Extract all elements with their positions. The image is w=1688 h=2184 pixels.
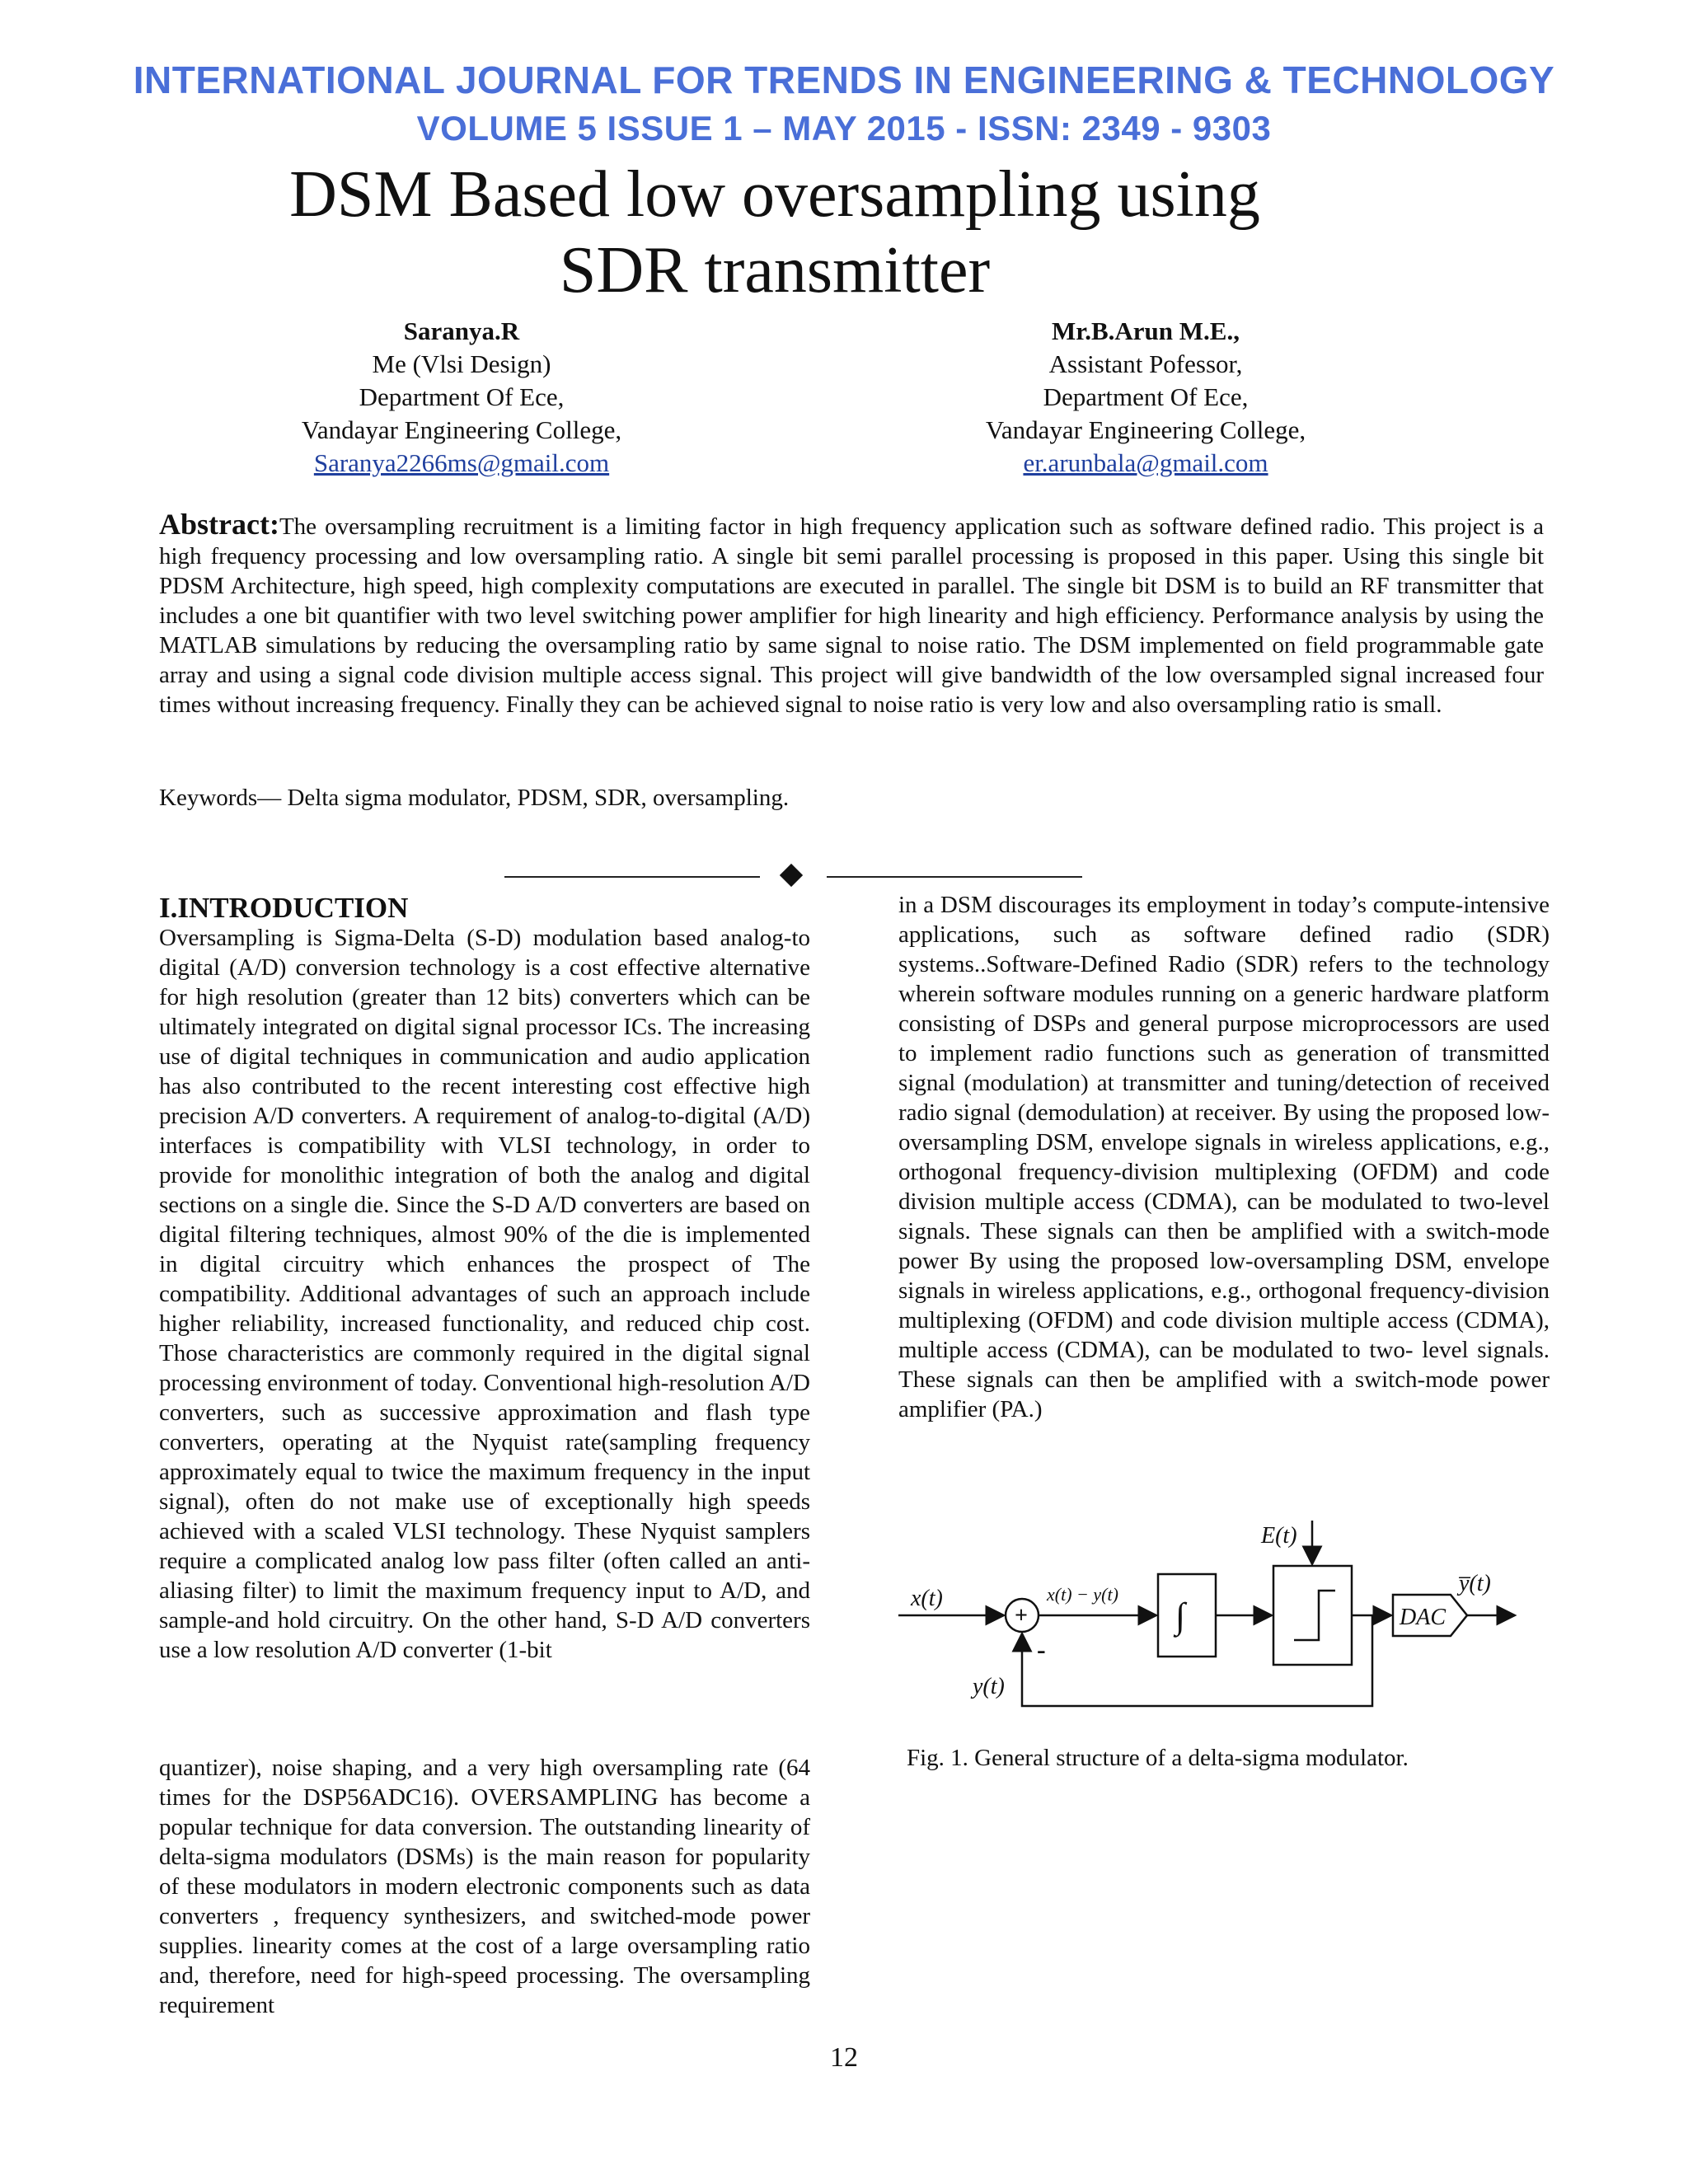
input-label: x(t) (911, 1586, 943, 1611)
intro-left-column-top: Oversampling is Sigma-Delta (S-D) modulation based analog-to digital (A/D) conversion technology is a cost effective alternative for high resolution (greater than 12 bits) converters which can be ultimately integrated on digital signal processor ICs. The increasing use of digital techniques in communication and audio application has also contributed to the recent interesting cost effective high precision A/D converters. A requirement of analog-to-digital (A/D) interfaces is compatibility with VLSI technology, in order to provide for monolithic integration of both the analog and digital sections on a single die. Since the S-D A/D converters are based on digital filtering techniques, almost 90% of the die is implemented in digital circuitry which enhances the prospect of The compatibility. Additional advantages of such an approach include higher reliability, increased functionality, and reduced chip cost. Those characteristics are commonly required in the digital signal processing environment of today. Conventional high-resolution A/D converters, such as successive approximation and flash type converters, operating at the Nyquist rate(sampling frequency approximately equal to twice the maximum frequency in the input signal), often do not make use of exceptionally high speeds achieved with a scaled VLSI technology. These Nyquist samplers require a complicated analog low pass filter (often called an anti-aliasing filter) to limit the maximum frequency input to A/D, and sample-and hold circuitry. On the other hand, S-D A/D converters use a low resolution A/D converter (1-bit (159, 925, 810, 1663)
author-email-link[interactable]: Saranya2266ms@gmail.com (313, 448, 610, 477)
section-divider-right (827, 876, 1082, 878)
author-department: Department Of Ece, (359, 382, 565, 411)
author-college: Vandayar Engineering College, (985, 415, 1306, 444)
author-department: Department Of Ece, (1043, 382, 1249, 411)
delta-sigma-diagram (882, 1508, 1525, 1731)
integrator-block (1158, 1574, 1216, 1657)
section-heading: I.INTRODUCTION (159, 892, 409, 924)
minus-label: - (1037, 1634, 1046, 1664)
author-block-2 (956, 315, 1335, 480)
journal-volume: VOLUME 5 ISSUE 1 – MAY 2015 - ISSN: 2349 - 9303 (416, 109, 1272, 148)
plus-label: + (1015, 1603, 1028, 1629)
difference-label: x(t) − y(t) (1047, 1584, 1118, 1605)
author-college: Vandayar Engineering College, (301, 415, 622, 444)
quantizer-block (1273, 1566, 1352, 1665)
integrator-symbol: ∫ (1175, 1596, 1186, 1636)
feedback-label: y(t) (973, 1674, 1005, 1699)
abstract-label: Abstract: (159, 508, 279, 541)
journal-name: INTERNATIONAL JOURNAL FOR TRENDS IN ENGINEERING & TECHNOLOGY (133, 59, 1555, 101)
quantizer-step-icon (1294, 1591, 1335, 1640)
paper-title (272, 157, 1278, 308)
author-name: Mr.B.Arun M.E., (1052, 316, 1240, 345)
keywords: Keywords— Delta sigma modulator, PDSM, SDR, oversampling. (159, 785, 790, 811)
abstract-text: The oversampling recruitment is a limiting factor in high frequency application such as software defined radio. This project is a high frequency processing and low oversampling ratio. A single bit semi parallel processing is proposed in this paper. Using this single bit PDSM Architecture, high speed, high complexity computations are executed in parallel. The single bit DSM is to build an RF transmitter that includes a one bit quantifier with two level switching power amplifier for high linearity and high efficiency. Performance analysis by using the MATLAB simulations by reducing the oversampling ratio by same signal to noise ratio. The DSM implemented on field programmable gate array and using a signal code division multiple access signal. This project will give bandwidth of the low oversampled signal increased four times without increasing frequency. Finally they can be achieved signal to noise ratio is very low and also oversampling ratio is small. (159, 513, 1544, 718)
intro-right-column: in a DSM discourages its employment in today’s compute-intensive applications, such as software defined radio (SDR) systems..Software-Defined Radio (SDR) refers to the technology wherein software modules running on a generic hardware platform consisting of DSPs and general purpose microprocessors are used to implement radio functions such as generation of transmitted signal (modulation) at transmitter and tuning/detection of received radio signal (demodulation) at receiver. By using the proposed low-oversampling DSM, envelope signals in wireless applications, e.g., orthogonal frequency-division multiplexing (OFDM) and code division multiple access (CDMA), can be modulated to two-level signals. These signals can then be amplified with a switch-mode power By using the proposed low-oversampling DSM, envelope signals in wireless applications, e.g., orthogonal frequency-division multiplexing (OFDM) and code division multiple access (CDMA), multiple access (CDMA), can be modulated to two- level signals. These signals can then be amplified with a switch-mode power amplifier (PA.) (898, 892, 1550, 1422)
page-number: 12 (830, 2042, 858, 2073)
paper-title-line-1: DSM Based low oversampling using (289, 158, 1260, 231)
error-label: E(t) (1261, 1523, 1297, 1549)
author-email-link[interactable]: er.arunbala@gmail.com (1023, 448, 1268, 477)
figure-caption: Fig. 1. General structure of a delta-sigma modulator. (907, 1745, 1409, 1771)
output-label: y̅(t) (1459, 1571, 1491, 1596)
author-name: Saranya.R (403, 316, 520, 345)
abstract (159, 509, 1544, 719)
section-divider-left (504, 876, 760, 878)
paper-title-line-2: SDR transmitter (559, 234, 991, 307)
author-degree: Assistant Pofessor, (1048, 349, 1243, 378)
diamond-icon (780, 864, 803, 887)
intro-left-column-bottom: quantizer), noise shaping, and a very high oversampling rate (64 times for the DSP56ADC16). OVERSAMPLING has become a popular technique for data conversion. The outstanding linearity of delta-sigma modulators (DSMs) is the main reason for popularity of these modulators in modern electronic components such as data converters , frequency synthesizers, and switched-mode power supplies. linearity comes at the cost of a large oversampling ratio and, therefore, need for high-speed processing. The oversampling requirement (159, 1755, 810, 2018)
dac-label: DAC (1400, 1605, 1446, 1630)
author-block-1 (272, 315, 651, 480)
author-degree: Me (Vlsi Design) (372, 349, 551, 378)
